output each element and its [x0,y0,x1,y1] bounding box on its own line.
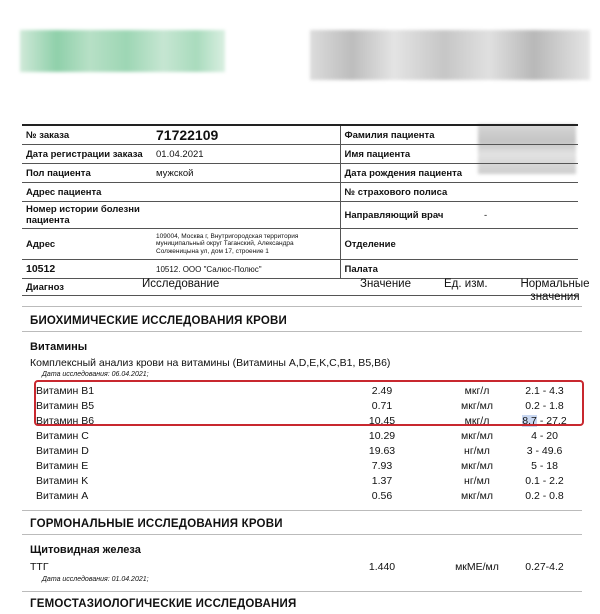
vitamin-row: Витамин A 0.56 мкг/мл 0.2 - 0.8 [36,490,564,502]
vitamin-row: Витамин D 19.63 нг/мл 3 - 49.6 [36,445,563,457]
surname-label: Фамилия пациента [340,126,480,145]
vitamin-row: Витамин K 1.37 нг/мл 0.1 - 2.2 [36,475,564,487]
results-header [22,276,590,306]
sex-label: Пол пациента [22,164,152,183]
vitamin-row: Витамин C 10.29 мкг/мл 4 - 20 [36,430,558,442]
vitamin-row: Витамин B6 10.45 мкг/л 8.7 - 27.2 [36,415,567,427]
col-unit: Ед. изм. [444,278,488,290]
selected-text[interactable]: 8.7 [522,415,537,427]
redacted-logo [20,30,225,72]
policy-label: № страхового полиса [340,183,480,202]
section-biochem: БИОХИМИЧЕСКИЕ ИССЛЕДОВАНИЯ КРОВИ [30,315,288,327]
diagnosis-label: Диагноз [22,279,152,296]
address-label: Адрес пациента [22,183,152,202]
order-no-value: 71722109 [152,126,340,145]
birth-label: Дата рождения пациента [340,164,480,183]
patient-info-table [22,124,578,296]
ttg-row: ТТГ 1.440 мкМЕ/мл 0.27-4.2 [30,561,564,573]
org-name: 10512. ООО "Салюс-Полюс" [152,260,340,279]
history-label: Номер истории болезни пациента [22,202,152,229]
vitamin-row: Витамин E 7.93 мкг/мл 5 - 18 [36,460,558,472]
ttg-date: Дата исследования: 01.04.2021; [42,576,149,583]
reg-date-value: 01.04.2021 [152,145,340,164]
order-no-label: № заказа [22,126,152,145]
vitamin-row: Витамин B1 2.49 мкг/л 2.1 - 4.3 [36,385,564,397]
section-hemostasis: ГЕМОСТАЗИОЛОГИЧЕСКИЕ ИССЛЕДОВАНИЯ [30,598,297,610]
addr-label: Адрес [22,229,152,260]
ward-label: Палата [340,260,480,279]
highlight-box [34,380,584,426]
redacted-header-text [310,30,590,80]
doctor-value: - [480,202,578,229]
department-label: Отделение [340,229,480,260]
org-code: 10512 [22,260,152,279]
doctor-label: Направляющий врач [340,202,480,229]
panel-title: Комплексный анализ крови на витамины (Витамины A,D,E,K,C,B1, B5,B6) [30,357,391,369]
col-test: Исследование [142,278,220,290]
vitamin-row: Витамин B5 0.71 мкг/мл 0.2 - 1.8 [36,400,564,412]
col-value: Значение [360,278,411,290]
reg-date-label: Дата регистрации заказа [22,145,152,164]
addr-value: 109004, Москва г, Внутригородская территория муниципальный округ Таганский, Александра Солженицына ул, дом 17, строение 1 [152,229,340,260]
panel-date: Дата исследования: 06.04.2021; [42,371,149,378]
results-section [22,276,590,614]
section-hormonal: ГОРМОНАЛЬНЫЕ ИССЛЕДОВАНИЯ КРОВИ [30,518,283,530]
sex-value: мужской [152,164,340,183]
sub-vitamins: Витамины [30,341,88,353]
sub-thyroid: Щитовидная железа [30,544,141,556]
col-norm: Нормальные значения [520,278,590,303]
name-label: Имя пациента [340,145,480,164]
